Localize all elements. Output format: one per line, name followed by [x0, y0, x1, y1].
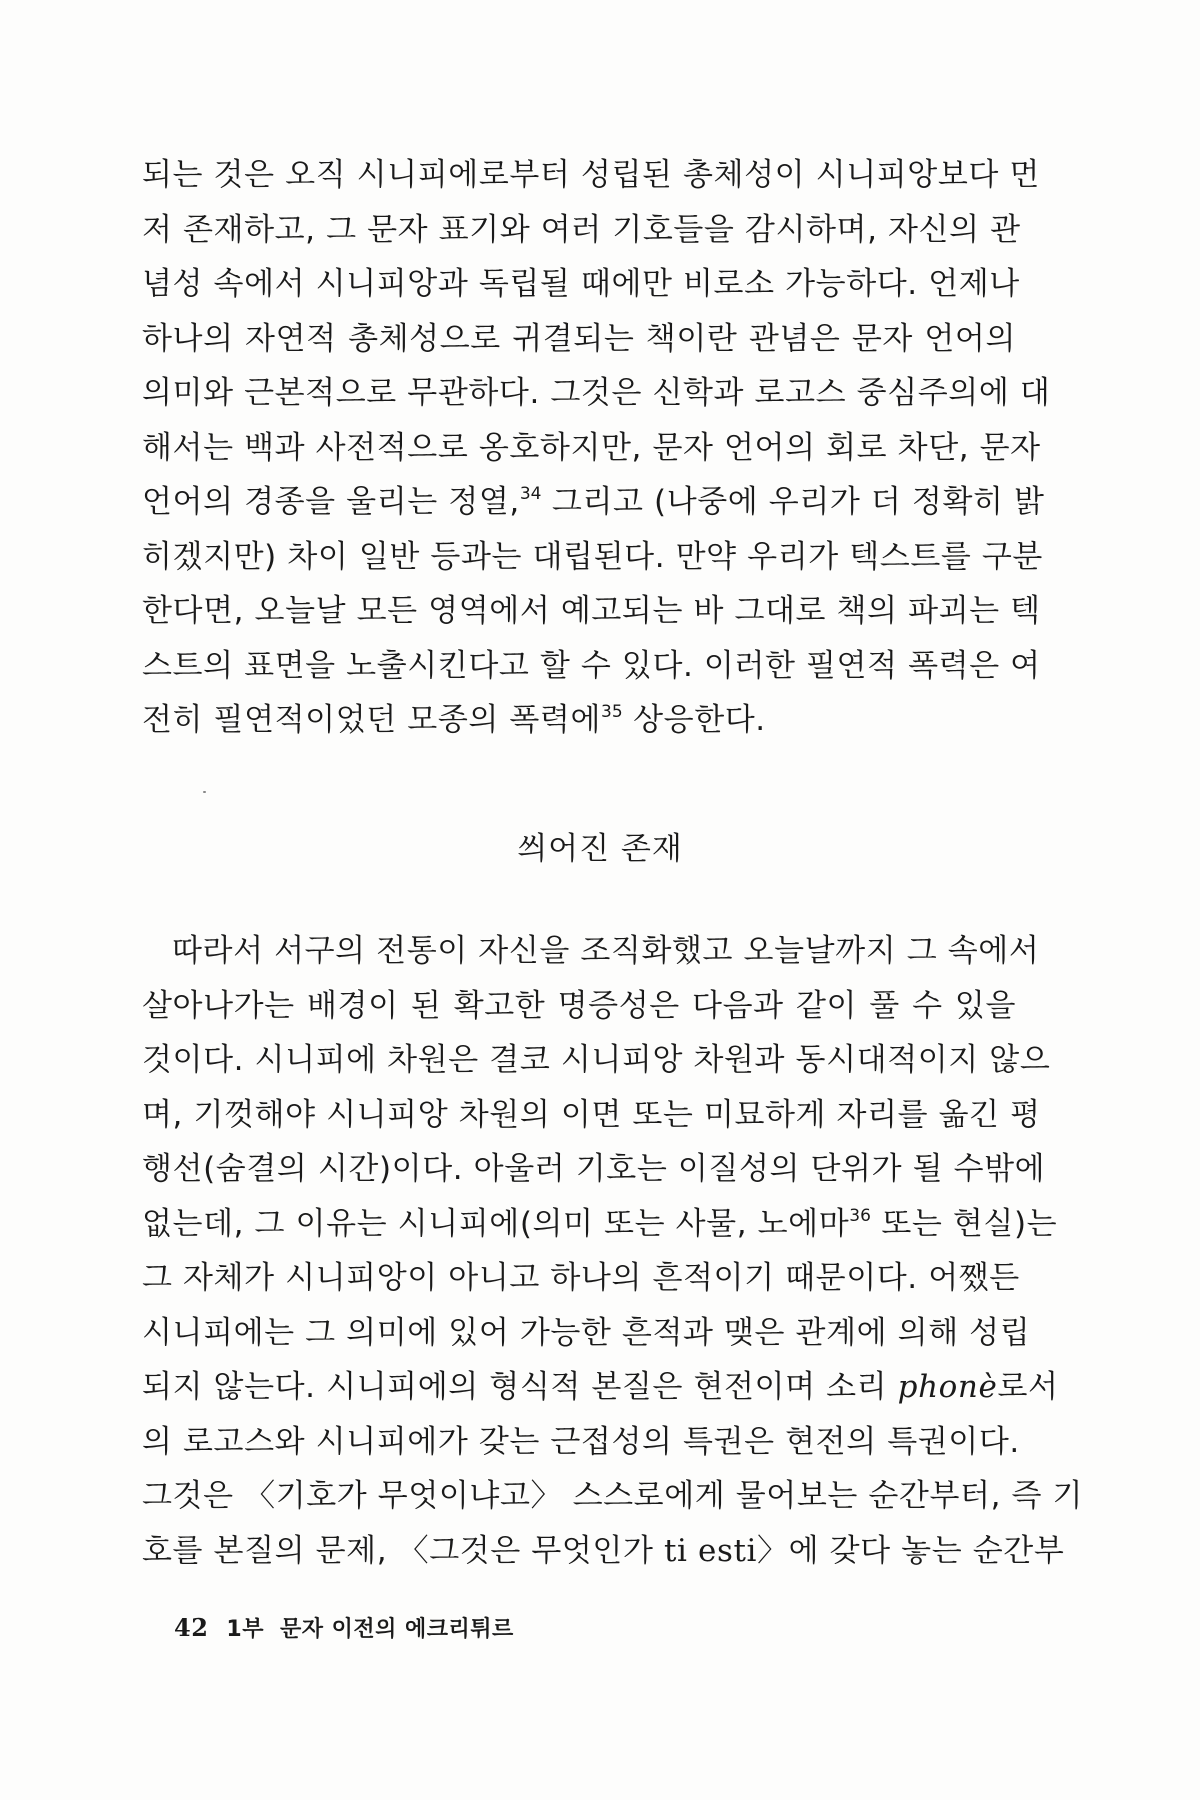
- paragraph-2: [142, 924, 1084, 1578]
- footnote-marker-35[interactable]: 35: [601, 702, 623, 722]
- paragraph-line: [142, 1524, 1065, 1579]
- part-label: 1부: [226, 1617, 264, 1642]
- paragraph-line: 그것은 〈기호가 무엇이냐고〉 스스로에게 물어보는 순간부터, 즉 기: [142, 1478, 1084, 1514]
- paragraph-line: [142, 1360, 1059, 1415]
- paragraph-line: 해서는 백과 사전적으로 옹호하지만, 문자 언어의 회로 차단, 문자: [142, 429, 1041, 466]
- paragraph-line: 의 로고스와 시니피에가 갖는 근접성의 특권은 현전의 특권이다.: [142, 1423, 1020, 1460]
- paragraph-line: [142, 693, 1016, 748]
- text-segment: 전히 필연적이었던 모종의 폭력에: [142, 702, 602, 738]
- paragraph-line: [142, 924, 1040, 979]
- footnote-marker-36[interactable]: 36: [849, 1205, 871, 1226]
- text-segment: 그리고 (나중에 우리가 더 정확히 밝: [541, 484, 1045, 520]
- running-title: 문자 이전의 에크리튀르: [279, 1617, 514, 1642]
- text-segment: 또는 현실)는: [870, 1205, 1058, 1242]
- section-heading: 씌어진 존재: [517, 831, 683, 867]
- text-segment: 언어의 경종을 울리는 정열,: [142, 484, 520, 520]
- paragraph-line: 한다면, 오늘날 모든 영역에서 예고되는 바 그대로 책의 파괴는 텍: [142, 593, 1041, 629]
- footnote-marker-34[interactable]: 34: [519, 484, 542, 504]
- page-footer: [174, 1612, 514, 1643]
- text-segment: 없는데, 그 이유는 시니피에(의미 또는 사물, 노에마: [142, 1205, 850, 1242]
- paragraph-line: 그 자체가 시니피앙이 아니고 하나의 흔적이기 때문이다. 어쨌든: [142, 1260, 1020, 1296]
- paragraph-line: 며, 기껏해야 시니피앙 차원의 이면 또는 미묘하게 자리를 옮긴 평: [142, 1096, 1041, 1133]
- paragraph-line: [142, 1197, 1058, 1252]
- text-segment: 로서: [997, 1369, 1059, 1405]
- paragraph-line: 하나의 자연적 총체성으로 귀결되는 책이란 관념은 문자 언어의: [142, 320, 1016, 357]
- scan-speck: [203, 791, 206, 793]
- paragraph-line: 살아나가는 배경이 된 확고한 명증성은 다음과 같이 풀 수 있을: [142, 987, 1016, 1024]
- paragraph-line: 념성 속에서 시니피앙과 독립될 때에만 비로소 가능하다. 언제나: [142, 266, 1020, 302]
- paragraph-line: 것이다. 시니피에 차원은 결코 시니피앙 차원과 동시대적이지 않으: [142, 1042, 1051, 1078]
- paragraph-line: 저 존재하고, 그 문자 표기와 여러 기호들을 감시하며, 자신의 관: [142, 211, 1021, 248]
- paragraph-line: [142, 475, 1045, 530]
- latin-term: ti esti: [663, 1532, 758, 1569]
- paragraph-line: 히겠지만) 차이 일반 등과는 대립된다. 만약 우리가 텍스트를 구분: [142, 538, 1043, 575]
- greek-term: phonè: [897, 1369, 998, 1405]
- text-segment: 따라서 서구의 전통이 자신을 조직화했고 오늘날까지 그 속에서: [172, 933, 1040, 969]
- paragraph-line: 행선(숨결의 시간)이다. 아울러 기호는 이질성의 단위가 될 수밖에: [142, 1151, 1046, 1187]
- text-segment: 되지 않는다. 시니피에의 형식적 본질은 현전이며 소리: [142, 1369, 898, 1405]
- paragraph-line: 스트의 표면을 노출시킨다고 할 수 있다. 이러한 필연적 폭력은 여: [142, 647, 1041, 684]
- text-segment: 상응한다.: [622, 702, 766, 738]
- paragraph-1: [142, 148, 1051, 748]
- paragraph-line: 되는 것은 오직 시니피에로부터 성립된 총체성이 시니피앙보다 먼: [142, 157, 1040, 193]
- page-number: 42: [174, 1613, 209, 1642]
- paragraph-line: 의미와 근본적으로 무관하다. 그것은 신학과 로고스 중심주의에 대: [142, 375, 1051, 411]
- text-segment: 호를 본질의 문제, 〈그것은 무엇인가: [142, 1532, 664, 1569]
- text-segment: 〉에 갖다 놓는 순간부: [757, 1532, 1065, 1569]
- paragraph-line: 시니피에는 그 의미에 있어 가능한 흔적과 맺은 관계에 의해 성립: [142, 1314, 1031, 1351]
